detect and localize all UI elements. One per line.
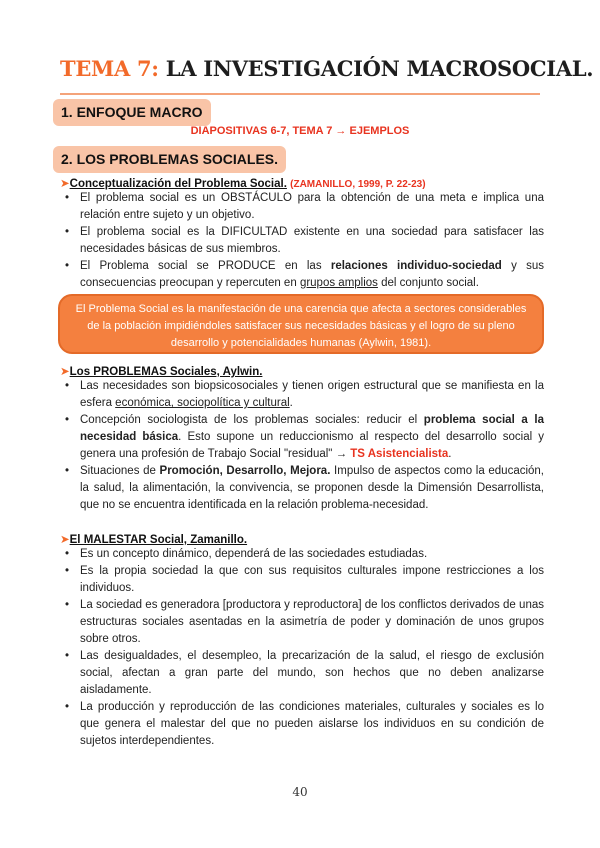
slides-reference: DIAPOSITIVAS 6-7, TEMA 7 → EJEMPLOS: [190, 125, 410, 137]
subheading-title: Los PROBLEMAS Sociales, Aylwin.: [69, 366, 263, 378]
subheading-malestar-zamanillo: [60, 532, 247, 546]
definition-callout: El Problema Social es la manifestación de una carencia que afecta a sectores considerables de la población impidiéndoles satisfacer sus necesidades básicas y el logro de su pleno desarrollo y potencialidades humanas (Aylwin, 1981).: [58, 294, 544, 354]
list-item: • El Problema social se PRODUCE en las relaciones individuo-sociedad y sus consecuencias preocupan y repercuten en grupos amplios del conjunto social.: [62, 258, 544, 292]
page-number: 40: [292, 785, 308, 799]
section-heading-enfoque-macro: 1. ENFOQUE MACRO: [53, 99, 211, 126]
subheading-title: Conceptualización del Problema Social.: [69, 178, 287, 190]
bullet-list-aylwin: [62, 378, 544, 514]
title-divider: [60, 93, 540, 95]
list-item: • Es un concepto dinámico, dependerá de las sociedades estudiadas.: [62, 546, 544, 563]
list-item: • La producción y reproducción de las condiciones materiales, culturales y sociales es lo que genera el malestar del que no pueden aislarse los individuos en su condición de sujetos interdependientes.: [62, 699, 544, 750]
list-item: • Es la propia sociedad la que con sus requisitos culturales impone restricciones a los individuos.: [62, 563, 544, 597]
list-item: • La sociedad es generadora [productora y reproductora] de los conflictos derivados de unas estructuras sociales asentadas en la asimetría de poder y dominación de unos grupos sobre otros.: [62, 597, 544, 648]
subheading-title: El MALESTAR Social, Zamanillo.: [69, 534, 248, 546]
arrow-bullet-icon: ➤: [60, 366, 70, 378]
subheading-conceptualizacion: [60, 176, 426, 190]
list-item: • El problema social es la DIFICULTAD existente en una sociedad para satisfacer las necesidades básicas de sus miembros.: [62, 224, 544, 258]
arrow-bullet-icon: ➤: [60, 534, 70, 546]
title-main: LA INVESTIGACIÓN MACROSOCIAL.: [165, 56, 594, 81]
list-item: • Las desigualdades, el desempleo, la precarización de la salud, el riesgo de exclusión social, afectan a gran parte del mundo, son hechos que no deben analizarse aisladamente.: [62, 648, 544, 699]
citation: (ZAMANILLO, 1999, P. 22-23): [290, 179, 426, 190]
list-item: • Concepción sociologista de los problemas sociales: reducir el problema social a la necesidad básica. Esto supone un reduccionismo al respecto del desarrollo social y genera una profesión de Trabajo Social "residual" → TS Asistencialista.: [62, 412, 544, 463]
list-item: • El problema social es un OBSTÁCULO para la obtención de una meta e implica una relación entre sujeto y un objetivo.: [62, 190, 544, 224]
list-item: • Situaciones de Promoción, Desarrollo, Mejora. Impulso de aspectos como la educación, la salud, la alimentación, la convivencia, se proponen desde la Dimensión Desarrollista, que no se encuentra identificada en la relación problema-necesidad.: [62, 463, 544, 514]
subheading-problemas-aylwin: [60, 364, 262, 378]
bullet-list-conceptualizacion: [62, 190, 544, 292]
bullet-list-malestar: [62, 546, 544, 750]
page-title: [60, 56, 594, 81]
section-heading-problemas-sociales: 2. LOS PROBLEMAS SOCIALES.: [53, 146, 286, 173]
list-item: • Las necesidades son biopsicosociales y tienen origen estructural que se manifiesta en la esfera económica, sociopolítica y cultural.: [62, 378, 544, 412]
arrow-bullet-icon: ➤: [60, 178, 70, 190]
title-prefix: TEMA 7:: [60, 56, 159, 81]
